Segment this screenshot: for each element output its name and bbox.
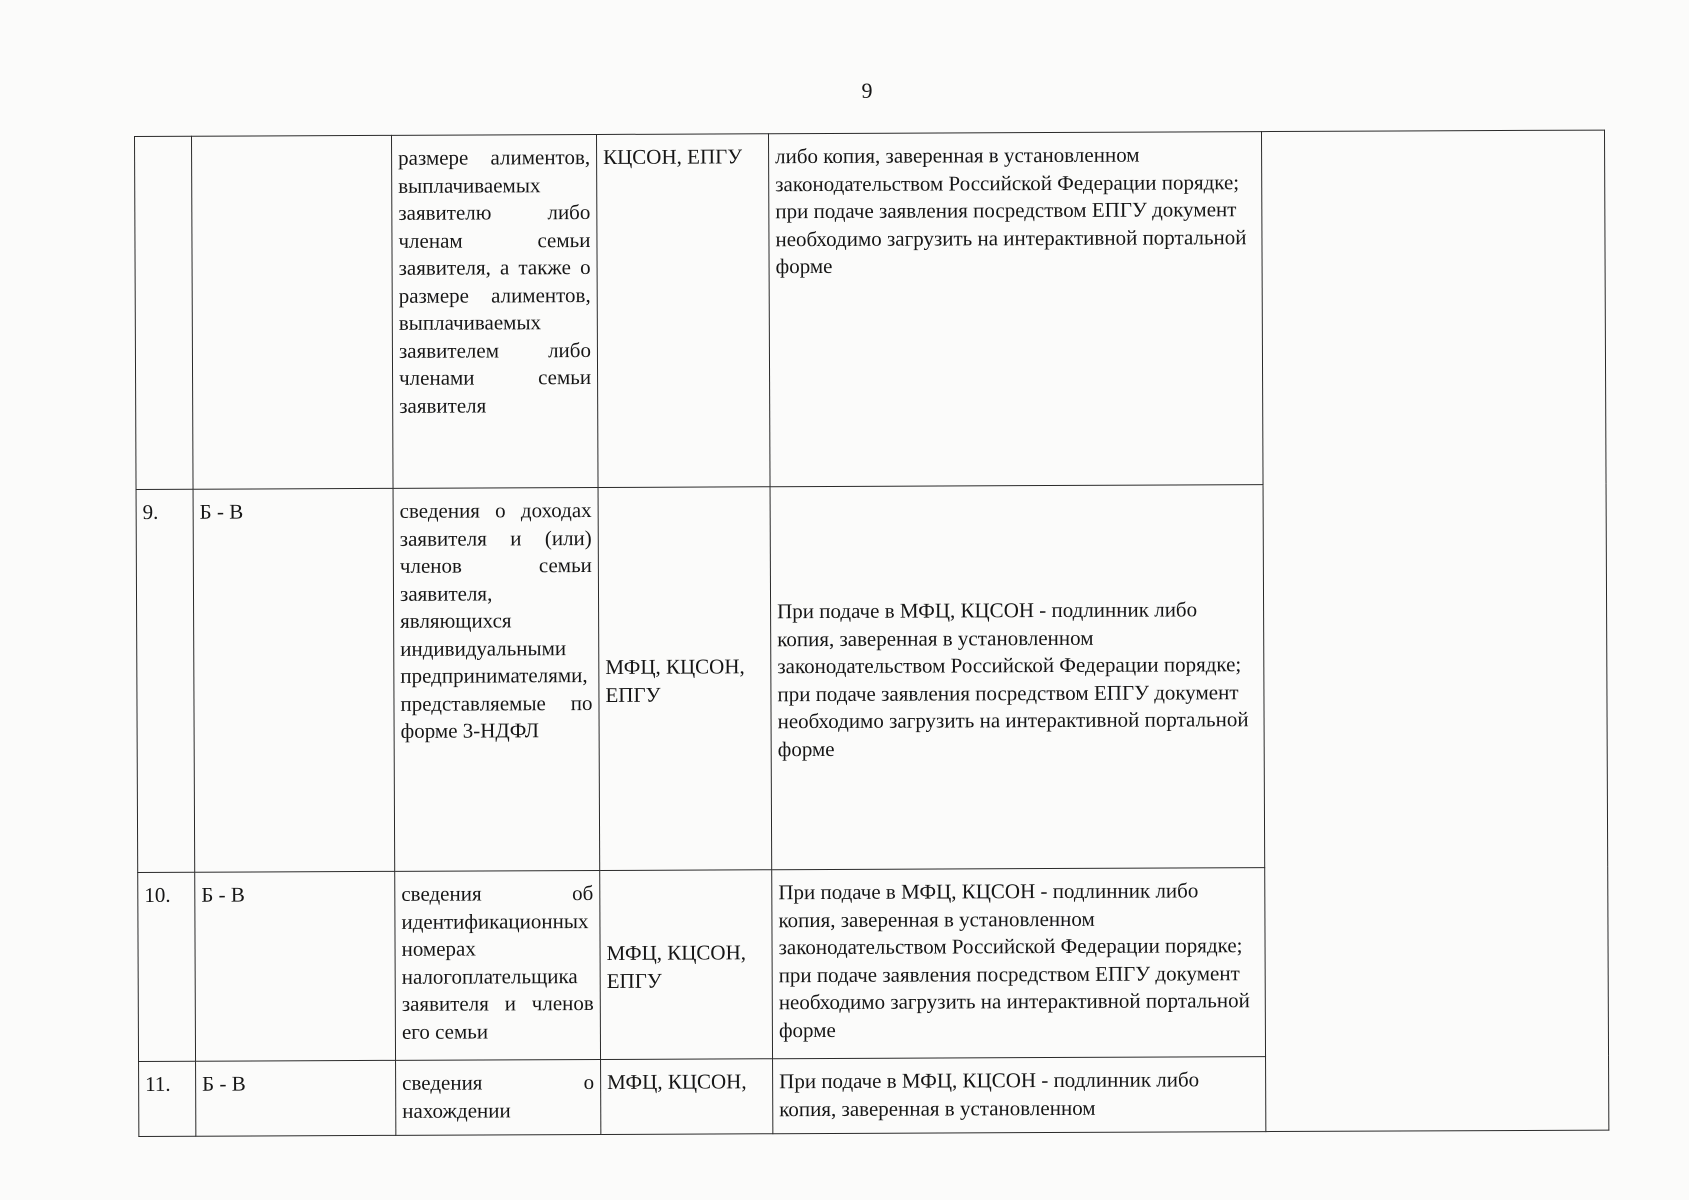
submission-requirements: либо копия, заверенная в установленном законодательством Российской Федерации порядке; при подаче заявления посредством ЕПГУ документ необходимо загрузить на интерактивной портальной форме	[768, 132, 1263, 487]
row-number: 11.	[139, 1061, 196, 1136]
row-category: Б - В	[196, 1060, 396, 1136]
row-number: 9.	[136, 489, 195, 872]
table-row	[135, 130, 1607, 489]
submission-place: КЦСОН, ЕПГУ	[596, 134, 770, 488]
document-name: сведения о доходах заявителя и (или) членов семьи заявителя, являющихся индивидуальными предпринимателями, представляемые по форме 3-НДФЛ	[393, 487, 600, 871]
row-category: Б - В	[193, 488, 395, 872]
submission-requirements: При подаче в МФЦ, КЦСОН - подлинник либо копия, заверенная в установленном законодательством Российской Федерации порядке; при подаче заявления посредством ЕПГУ документ необходимо загрузить на интерактивной портальной форме	[770, 485, 1265, 870]
row-category	[192, 135, 394, 489]
document-name: размере алиментов, выплачиваемых заявителю либо членам семьи заявителя, а также о размере алиментов, выплачиваемых заявителем либо членами семьи заявителя	[391, 134, 598, 488]
submission-requirements: При подаче в МФЦ, КЦСОН - подлинник либо копия, заверенная в установленном законодательством Российской Федерации порядке; при подаче заявления посредством ЕПГУ документ необходимо загрузить на интерактивной портальной форме	[772, 868, 1266, 1059]
document-name: сведения о нахождении	[396, 1059, 601, 1135]
submission-requirements: При подаче в МФЦ, КЦСОН - подлинник либо копия, заверенная в установленном	[773, 1057, 1266, 1134]
submission-place: МФЦ, КЦСОН,	[601, 1059, 773, 1135]
submission-place: МФЦ, КЦСОН, ЕПГУ	[600, 870, 773, 1060]
documents-table	[134, 130, 1609, 1137]
document-name: сведения об идентификационных номерах налогоплательщика заявителя и членов его семьи	[395, 870, 601, 1060]
empty-column-cell	[1261, 130, 1608, 1131]
page-number: 9	[861, 78, 873, 103]
submission-place: МФЦ, КЦСОН, ЕПГУ	[598, 487, 772, 871]
row-number	[135, 136, 194, 489]
row-category: Б - В	[195, 871, 396, 1061]
row-number: 10.	[138, 872, 196, 1061]
